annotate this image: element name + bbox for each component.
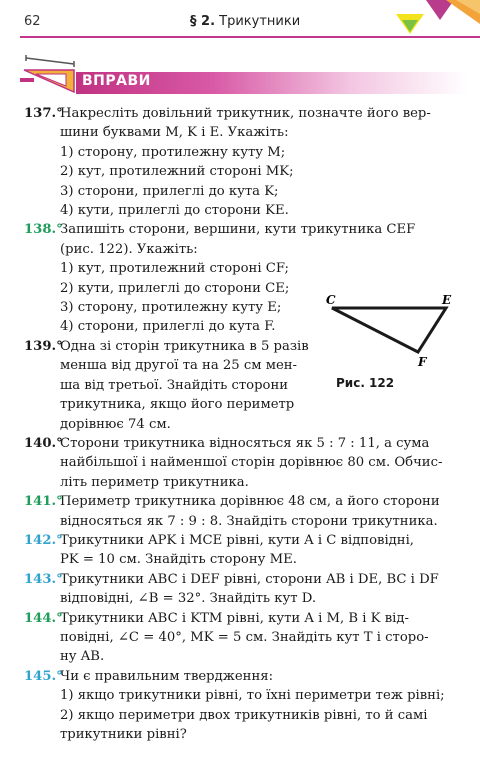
exercise-text-line: шини буквами M, K і E. Укажіть: bbox=[60, 125, 289, 141]
exercise-number: 141.° bbox=[24, 494, 63, 510]
exercise-text-line: Трикутники ABC і DEF рівні, сторони AB і DE, BC і DF bbox=[60, 571, 439, 587]
exercise-text-line: відповідні, ∠B = 32°. Знайдіть кут D. bbox=[60, 591, 317, 607]
exercise-text-line: ша від третьої. Знайдіть сторони bbox=[60, 377, 289, 393]
exercise-text-line: 2) якщо периметри двох трикутників рівні, то й самі bbox=[60, 707, 428, 723]
exercise-item bbox=[24, 609, 464, 667]
exercise-text-line: 1) кут, протилежний стороні CF; bbox=[60, 261, 289, 277]
exercise-text-line: Периметр трикутника дорівнює 48 см, а його сторони bbox=[60, 494, 440, 510]
exercise-text-line: відносяться як 7 : 9 : 8. Знайдіть сторони трикутника. bbox=[60, 513, 438, 529]
section-name: Трикутники bbox=[219, 14, 301, 29]
exercise-text-line: Чи є правильним твердження: bbox=[60, 668, 274, 684]
exercise-number: 137.° bbox=[24, 106, 63, 121]
exercise-text-line: 4) кути, прилеглі до сторони KE. bbox=[60, 203, 289, 219]
exercise-text-line: менша від другої та на 25 см мен- bbox=[60, 358, 298, 374]
exercise-item bbox=[24, 531, 464, 570]
page-number: 62 bbox=[24, 14, 41, 29]
exercise-text-line: Сторони трикутника відносяться як 5 : 7 : 11, а сума bbox=[60, 435, 430, 451]
exercise-text-line: (рис. 122). Укажіть: bbox=[60, 241, 198, 257]
exercise-text-line: повідні, ∠C = 40°, MK = 5 см. Знайдіть кут T і сторо- bbox=[60, 629, 429, 645]
exercise-text-line: 4) сторони, прилеглі до кута F. bbox=[60, 319, 276, 335]
exercise-text-line: трикутники рівні? bbox=[60, 727, 187, 742]
exercise-text-line: 3) сторони, прилеглі до кута K; bbox=[60, 183, 279, 199]
exercise-text-line: Трикутники ABC і KTM рівні, кути A і M, B і K від- bbox=[60, 610, 409, 626]
ruler-triangle-icon bbox=[18, 52, 78, 96]
figure-caption: Рис. 122 bbox=[336, 376, 395, 390]
exercise-text-line: 1) якщо трикутники рівні, то їхні периметри теж рівні; bbox=[60, 688, 445, 704]
vertex-e-label: E bbox=[442, 293, 452, 307]
exercise-number: 143.° bbox=[24, 571, 63, 587]
triangle-cef-figure bbox=[300, 294, 450, 384]
exercise-number: 145.° bbox=[24, 668, 63, 684]
exercise-item bbox=[24, 104, 464, 220]
exercise-number: 140.° bbox=[24, 435, 63, 451]
exercise-text-line: найбільшої і найменшої сторін дорівнює 80 см. Обчис- bbox=[60, 455, 443, 471]
exercise-text-line: 2) кут, протилежний стороні MK; bbox=[60, 164, 294, 180]
exercise-text-line: PK = 10 см. Знайдіть сторону ME. bbox=[60, 552, 297, 568]
exercise-item bbox=[24, 434, 464, 492]
exercise-number: 144.° bbox=[24, 610, 63, 626]
exercise-number: 138.° bbox=[24, 222, 63, 238]
triangles-decoration-icon bbox=[396, 0, 480, 44]
exercise-text-line: Одна зі сторін трикутника в 5 разів bbox=[60, 338, 309, 354]
triangle-cef bbox=[332, 308, 446, 352]
exercise-item bbox=[24, 492, 464, 531]
page-header bbox=[0, 0, 480, 44]
exercise-item bbox=[24, 667, 464, 745]
exercise-text-line: ну AB. bbox=[60, 649, 105, 665]
section-number: § 2. bbox=[190, 14, 216, 29]
exercise-list bbox=[24, 104, 464, 744]
vertex-f-label: F bbox=[418, 355, 427, 369]
exercise-text-line: 1) сторону, протилежну куту M; bbox=[60, 144, 286, 160]
exercise-text-line: 3) сторону, протилежну куту E; bbox=[60, 300, 282, 316]
exercise-text-line: дорівнює 74 см. bbox=[60, 416, 171, 432]
exercise-text-line: Накресліть довільний трикутник, позначте його вер- bbox=[60, 106, 431, 121]
vertex-c-label: C bbox=[326, 293, 336, 307]
exercise-number: 142.° bbox=[24, 532, 63, 548]
section-title bbox=[190, 14, 300, 29]
exercise-text-line: 2) кути, прилеглі до сторони CE; bbox=[60, 280, 290, 296]
exercise-item bbox=[24, 570, 464, 609]
exercise-text-line: Запишіть сторони, вершини, кути трикутника CEF bbox=[60, 222, 416, 238]
heading-label: ВПРАВИ bbox=[82, 73, 151, 89]
exercise-text-line: літь периметр трикутника. bbox=[60, 474, 249, 490]
exercise-text-line: Трикутники APK і MCE рівні, кути A і C відповідні, bbox=[60, 532, 415, 548]
exercises-heading bbox=[18, 52, 468, 96]
exercise-number: 139.° bbox=[24, 338, 63, 354]
exercise-text-line: трикутника, якщо його периметр bbox=[60, 397, 295, 413]
